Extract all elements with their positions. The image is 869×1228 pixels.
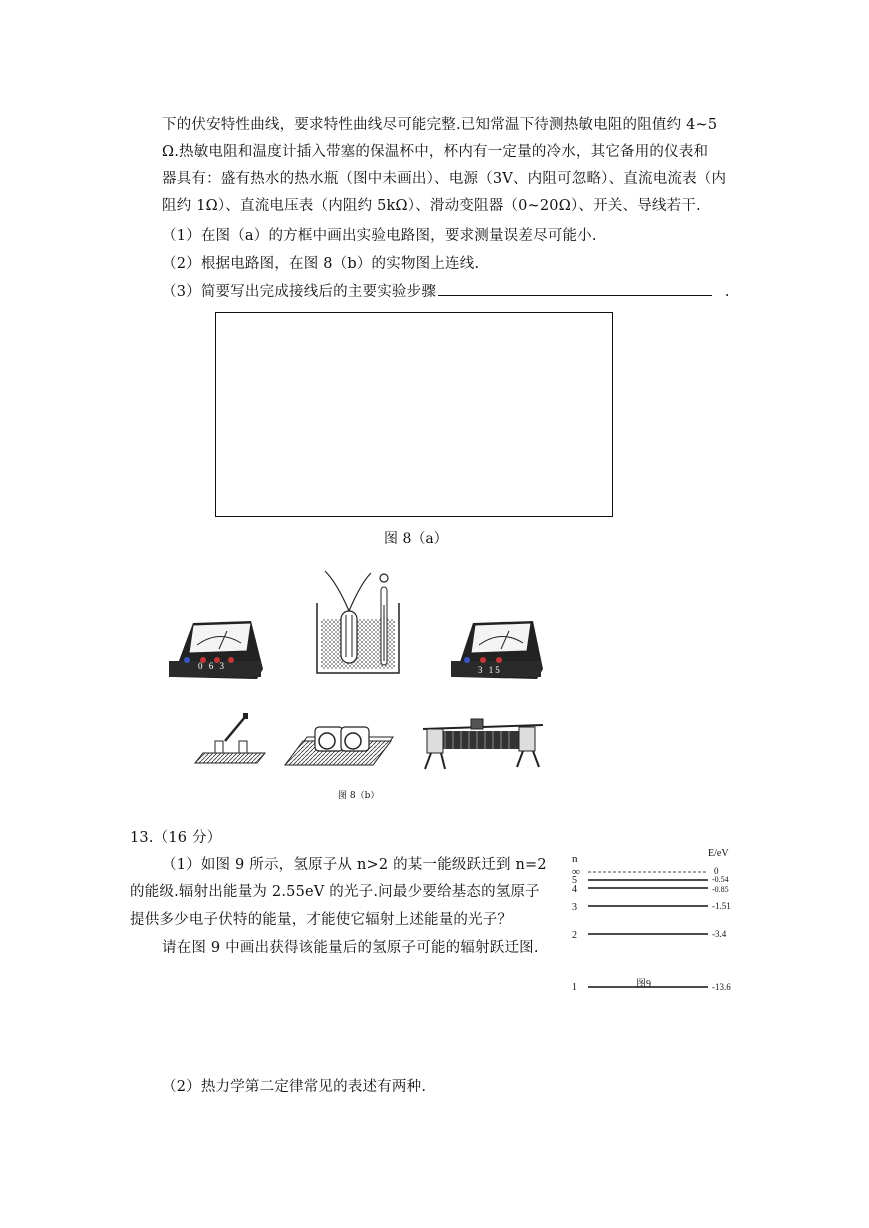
- level-energy-2: -3.4: [712, 929, 727, 939]
- circuit-drawing-box[interactable]: [215, 312, 613, 517]
- battery-pack[interactable]: [285, 727, 393, 765]
- level-n-2: 2: [572, 930, 577, 941]
- ammeter[interactable]: [169, 621, 263, 679]
- q13-header: 13.（16 分）: [130, 830, 222, 846]
- level-n-1: 1: [572, 982, 577, 993]
- level-energy-5: -0.54: [712, 875, 729, 884]
- level-energy-3: -1.51: [712, 901, 731, 911]
- q13-line-3: 提供多少电子伏特的能量，才能使它辐射上述能量的光子？: [130, 912, 513, 928]
- diagram-unit-label: E/eV: [708, 848, 729, 859]
- task-2: （2）根据电路图，在图 8（b）的实物图上连线.: [162, 256, 480, 272]
- level-energy-4: -0.85: [712, 885, 729, 894]
- task-3: [162, 280, 730, 301]
- sliding-rheostat[interactable]: [423, 719, 543, 769]
- level-energy-1: -13.6: [712, 982, 731, 992]
- intro-line-2: Ω.热敏电阻和温度计插入带塞的保温杯中，杯内有一定量的冷水，其它备用的仪表和: [162, 144, 709, 160]
- level-n-4: 4: [572, 884, 577, 895]
- intro-line-1: 下的伏安特性曲线，要求特性曲线尽可能完整.已知常温下待测热敏电阻的阻值约 4~5: [162, 117, 718, 133]
- fig9-caption: 图9: [636, 979, 651, 990]
- diagram-n-label: n: [572, 853, 578, 865]
- level-n-inf: ∞: [572, 866, 580, 878]
- q13-line-1: （1）如图 9 所示，氢原子从 n>2 的某一能级跃迁到 n=2: [162, 857, 547, 873]
- voltmeter-terminal-labels: 3 15: [478, 665, 502, 675]
- q13-line-4: 请在图 9 中画出获得该能量后的氢原子可能的辐射跃迁图.: [162, 940, 539, 956]
- level-n-3: 3: [572, 902, 577, 913]
- level-n-5: 5: [572, 875, 577, 886]
- ammeter-terminal-labels: 0 6 3: [198, 661, 226, 671]
- fig8b-apparatus: [165, 565, 565, 780]
- intro-line-4: 阻约 1Ω）、直流电压表（内阻约 5kΩ）、滑动变阻器（0~20Ω）、开关、导线若干.: [162, 198, 701, 214]
- q13-part-2: （2）热力学第二定律常见的表述有两种.: [162, 1079, 427, 1095]
- answer-blank[interactable]: [438, 281, 712, 296]
- task-3-text: （3）简要写出完成接线后的主要实验步骤: [162, 284, 437, 300]
- switch[interactable]: [195, 713, 265, 763]
- voltmeter[interactable]: [451, 621, 543, 679]
- fig8a-caption: 图 8（a）: [384, 531, 448, 547]
- task-1: （1）在图（a）的方框中画出实验电路图，要求测量误差尽可能小.: [162, 228, 597, 244]
- thermos-cup-with-thermistor: [317, 571, 399, 673]
- energy-level-diagram: [566, 842, 746, 1002]
- q13-line-2: 的能级.辐射出能量为 2.55eV 的光子.问最少要给基态的氢原子: [130, 884, 540, 900]
- task-3-end: .: [724, 284, 730, 300]
- level-energy-inf: 0: [714, 866, 719, 876]
- intro-line-3: 器具有：盛有热水的热水瓶（图中未画出）、电源（3V、内阻可忽略）、直流电流表（内: [162, 171, 727, 187]
- fig8b-caption: 图 8（b）: [338, 791, 380, 801]
